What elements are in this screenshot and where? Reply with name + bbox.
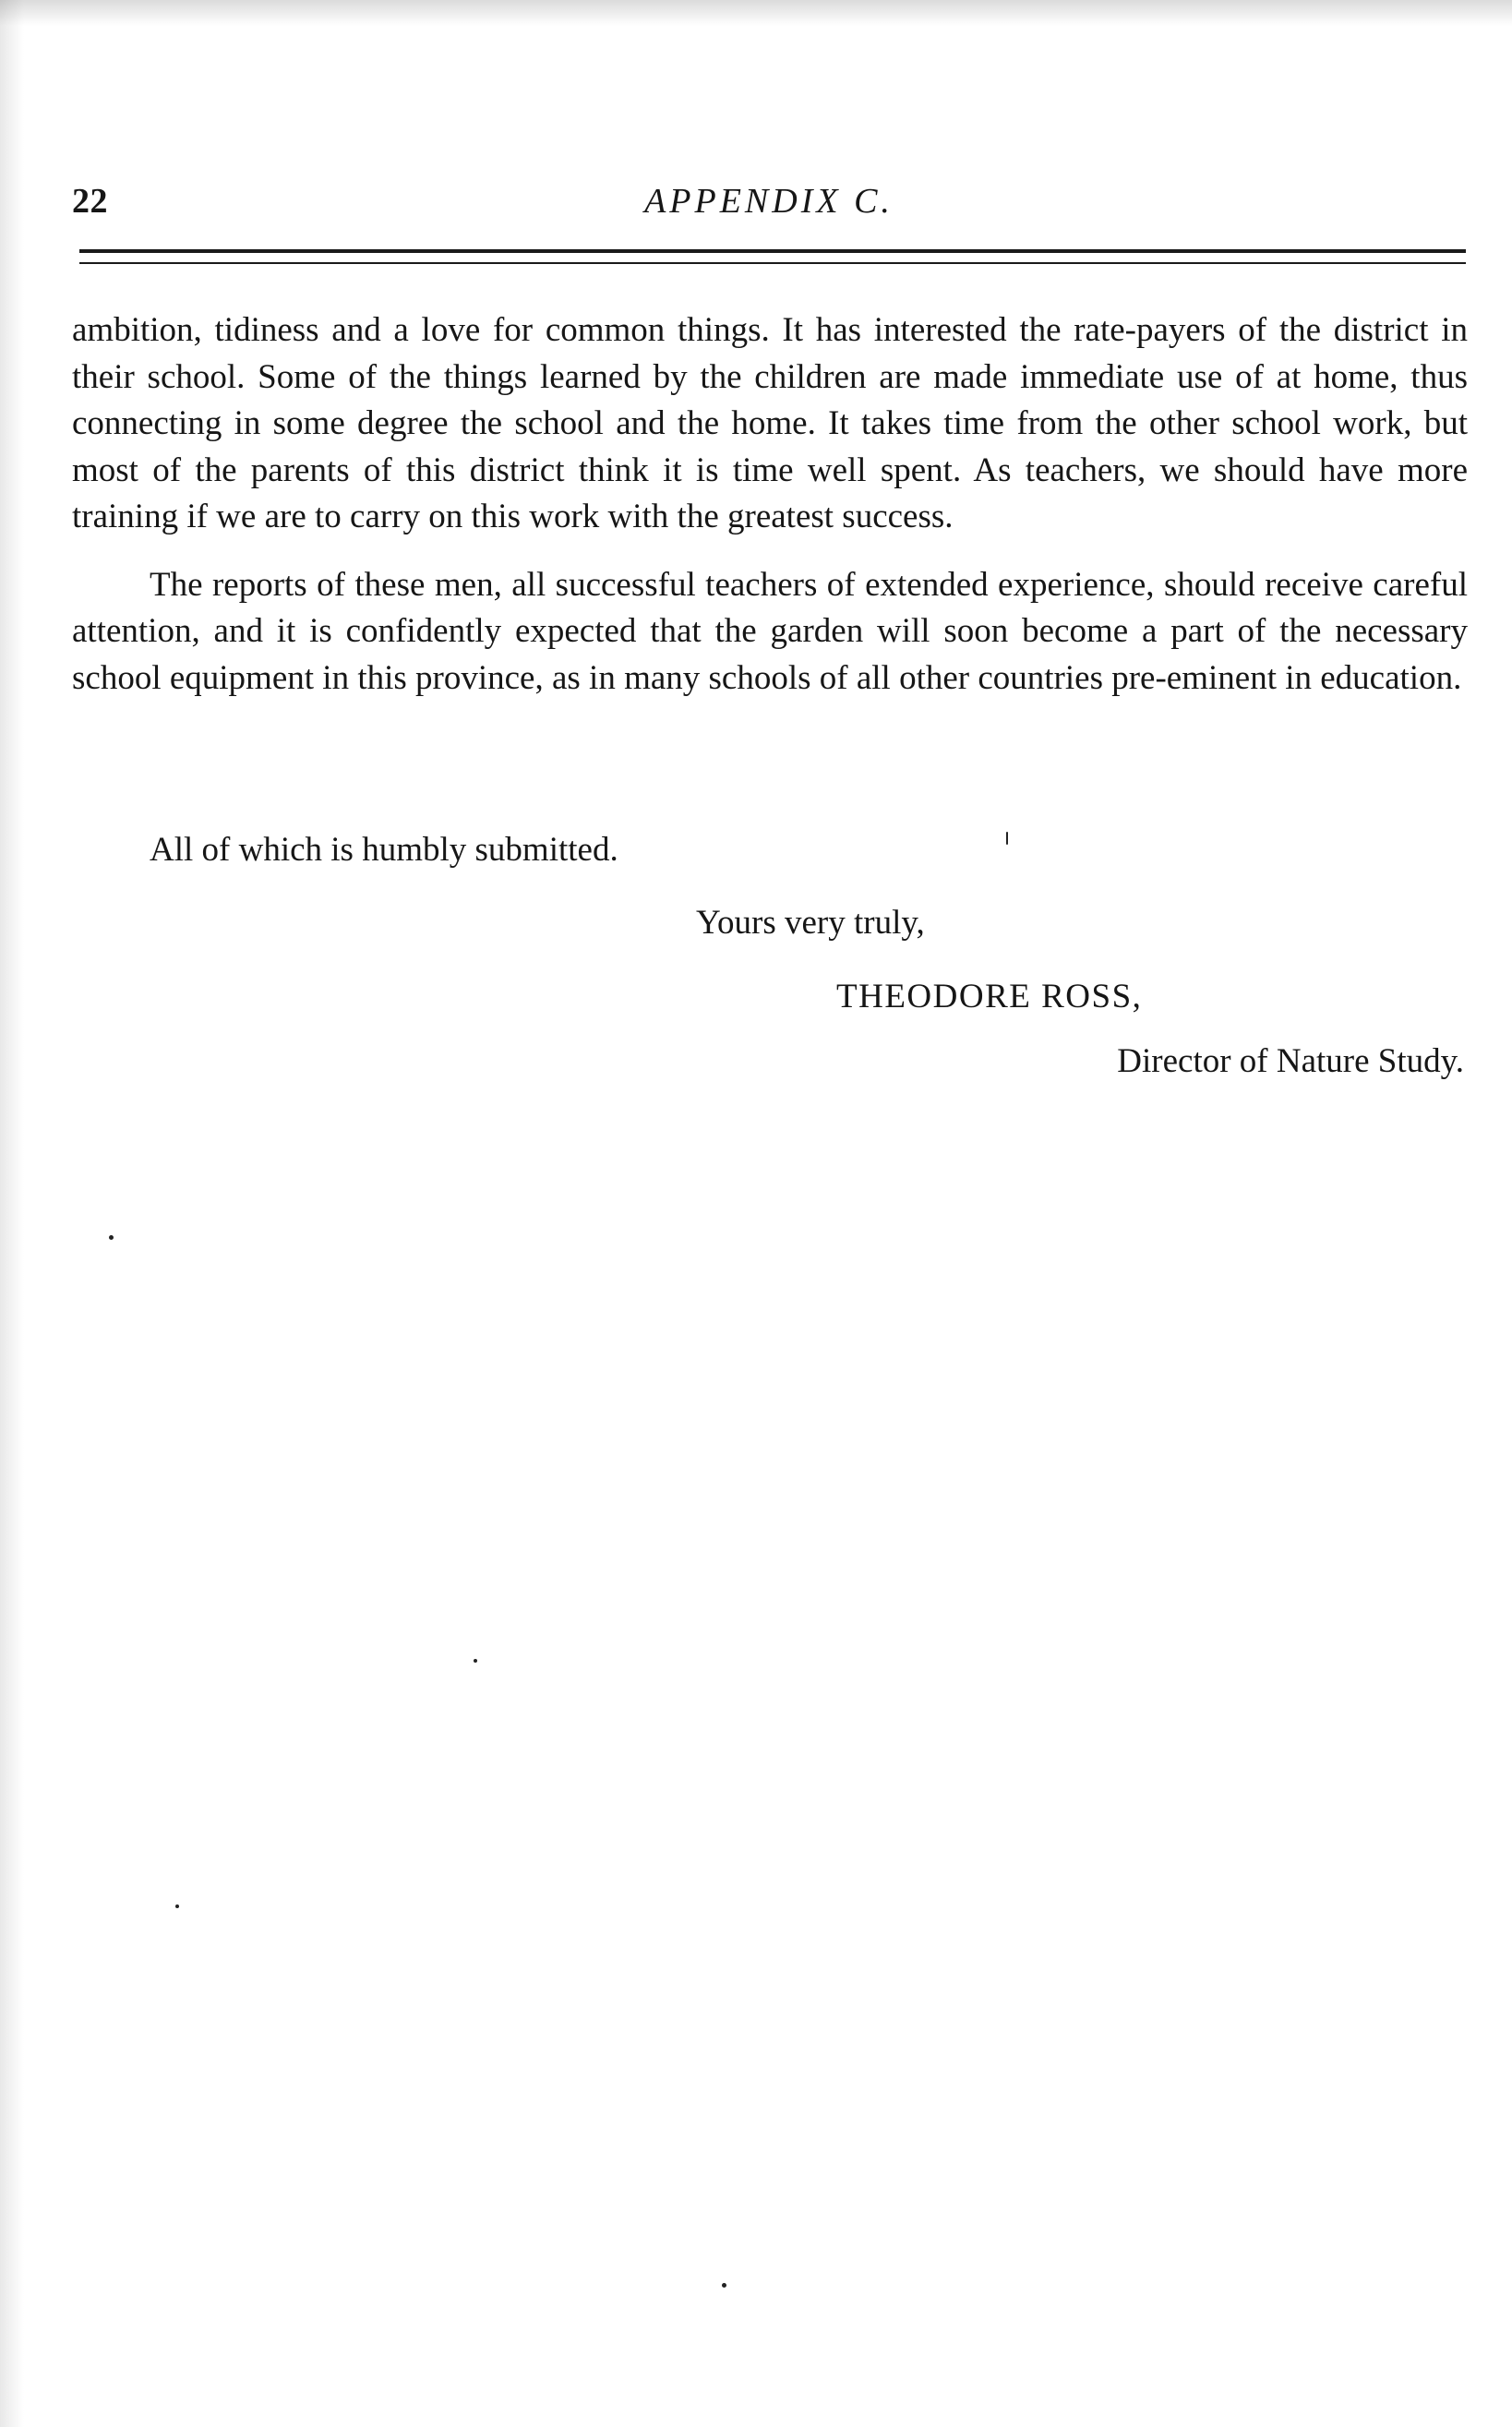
signer-title: Director of Nature Study.	[1117, 1042, 1464, 1080]
body-text	[72, 307, 1468, 702]
scan-speck	[1006, 832, 1008, 845]
signer-name: THEODORE ROSS,	[836, 978, 1143, 1015]
scan-speck	[722, 2283, 726, 2288]
scan-speck	[109, 1235, 114, 1240]
scan-top-edge	[0, 0, 1512, 26]
page-number: 22	[72, 182, 108, 221]
page-header	[72, 181, 1466, 236]
closing-line: Yours very truly,	[696, 904, 925, 942]
scan-left-edge	[0, 0, 24, 2427]
paragraph-2: The reports of these men, all successful teachers of extended experience, should receive careful attention, and it is confidently expected that the garden will soon become a part of the necessary school equipment in this province, as in many schools of all other countries pre-eminent in education.	[72, 565, 1468, 697]
running-head: APPENDIX C.	[644, 182, 894, 221]
paragraph-1: ambition, tidiness and a love for common things. It has interested the rate-payers of the district in their school. Some of the things learned by the children are made immediate use of at home, thus connecting in some degree the school and the home. It takes time from the other school work, but most of the parents of this district think it is time well spent. As teachers, we should have more training if we are to carry on this work with the greatest success.	[72, 311, 1468, 535]
scan-speck	[474, 1659, 477, 1663]
scan-speck	[175, 1904, 179, 1908]
header-rule-thin	[79, 262, 1466, 264]
submitted-line: All of which is humbly submitted.	[150, 831, 618, 869]
header-rule-thick	[79, 249, 1466, 253]
